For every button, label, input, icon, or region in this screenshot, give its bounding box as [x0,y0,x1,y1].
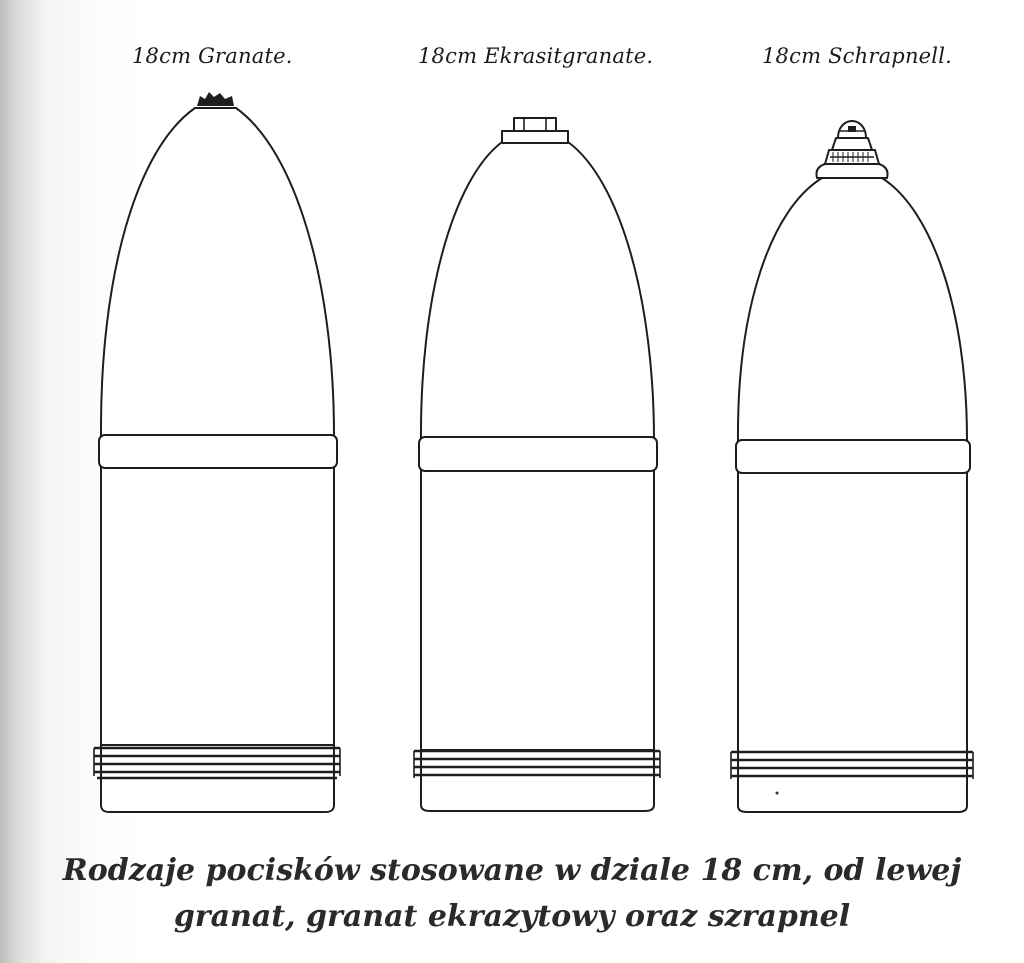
caption-line-1: Rodzaje pocisków stosowane w dziale 18 cm, od lewej [62,853,962,888]
ekrasit-fuze-icon [502,118,568,143]
schrapnell-speck [776,792,779,795]
granate-centering-band [99,435,337,468]
schrapnell-centering-band [736,440,970,473]
ekrasit-centering-band [419,437,657,471]
shell-schrapnell [731,121,973,812]
figure-caption [0,848,1024,940]
caption-line-2: granat, granat ekrazytowy oraz szrapnel [173,899,851,934]
schrapnell-time-fuze-icon [816,121,887,178]
label-schrapnell: 18cm Schrapnell. [762,44,953,68]
shell-ekrasitgranate [414,118,660,811]
granate-fuze-icon [197,92,234,106]
label-granate: 18cm Granate. [132,44,293,68]
shell-granate [94,92,340,812]
label-ekrasitgranate: 18cm Ekrasitgranate. [418,44,654,68]
granate-body [101,108,334,745]
